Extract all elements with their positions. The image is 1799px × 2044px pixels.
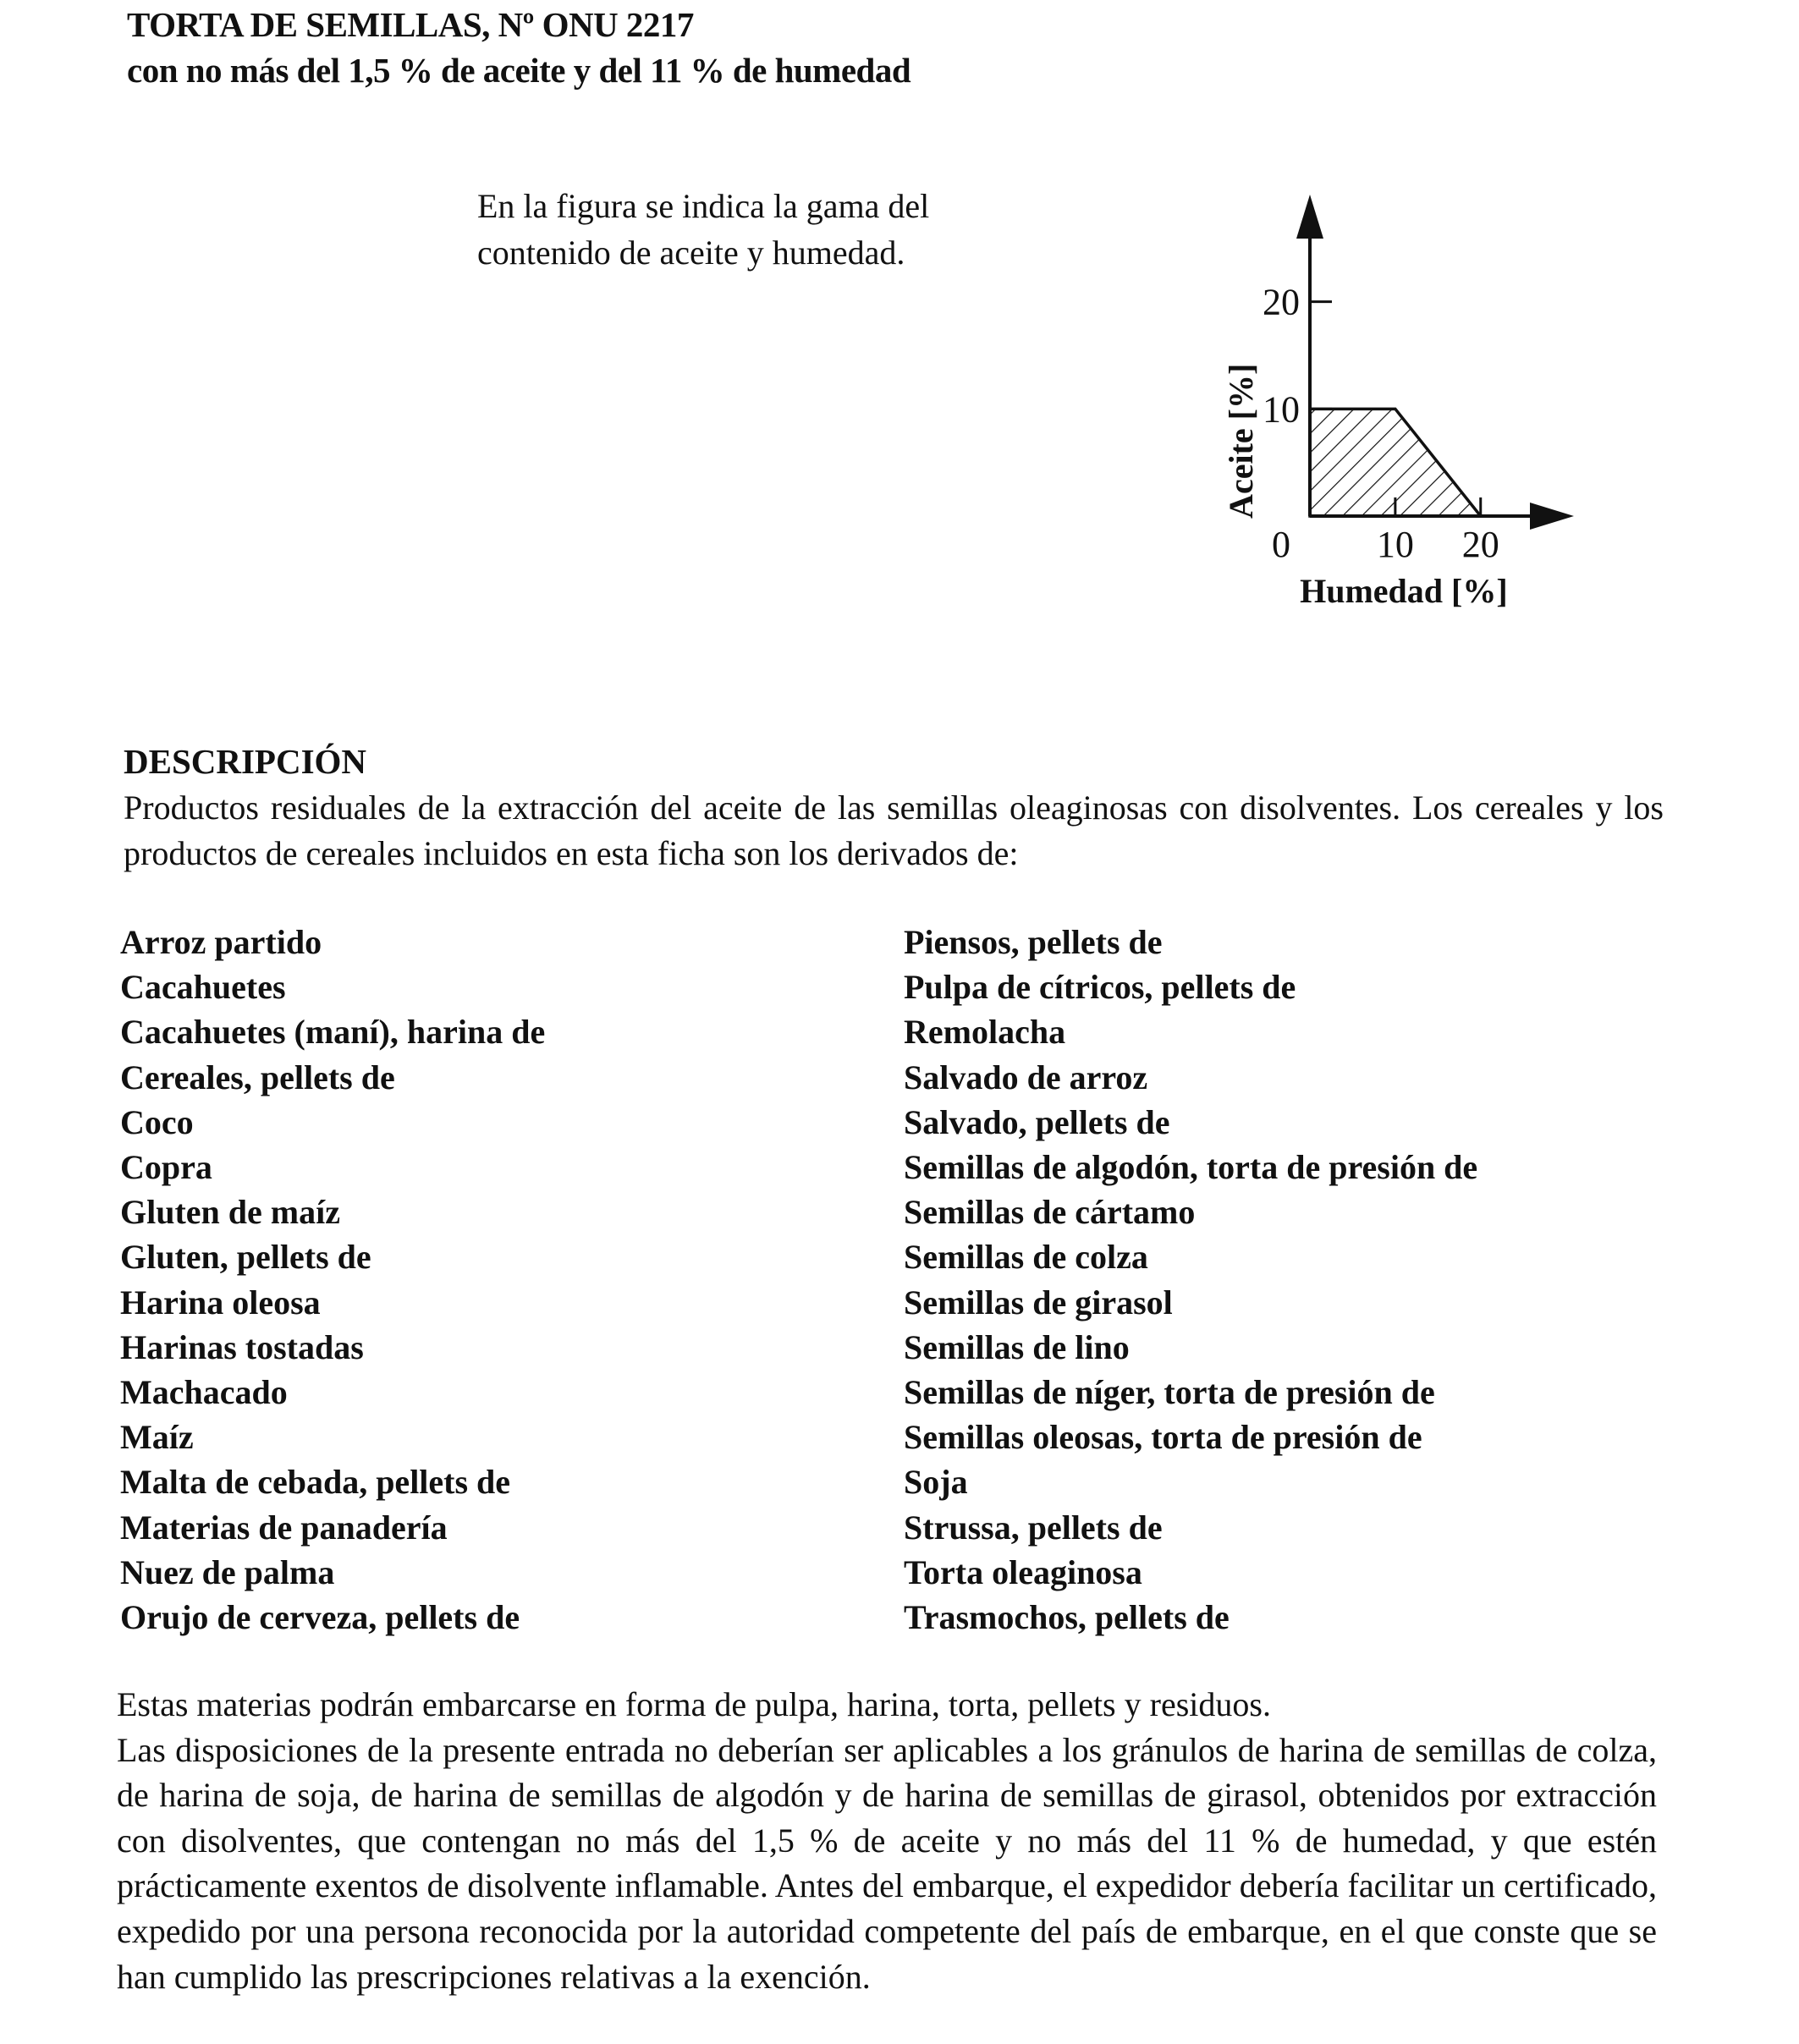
product-list-left	[120, 920, 545, 1640]
list-item: Machacado	[120, 1373, 288, 1412]
list-item: Semillas de cártamo	[904, 1193, 1196, 1232]
list-item: Materias de panadería	[120, 1508, 448, 1547]
list-item: Gluten, pellets de	[120, 1238, 371, 1277]
section-heading: DESCRIPCIÓN	[124, 742, 367, 781]
list-item: Malta de cebada, pellets de	[120, 1463, 511, 1502]
figure-note-line: En la figura se indica la gama del	[477, 187, 930, 225]
shipping-paragraph	[117, 1682, 1657, 1999]
figure-note	[477, 183, 1087, 276]
x-tick-label: 0	[1272, 524, 1290, 565]
y-axis-arrow	[1296, 195, 1323, 239]
list-item: Semillas de lino	[904, 1327, 1130, 1366]
list-item: Soja	[904, 1463, 968, 1502]
chart-canvas	[1202, 178, 1625, 618]
list-item: Trasmochos, pellets de	[904, 1598, 1230, 1637]
subtitle-line: con no más del 1,5 % de aceite y del 11 % de humedad	[127, 51, 911, 90]
exemption-text: Las disposiciones de la presente entrada no deberían ser aplicables a los gránulos de harina de semillas de colza, de harina de soja, de harina de semillas de algodón y de harina de semillas de girasol, obtenidos por extracción con disolventes, que contengan no más del 1,5 % de aceite y no más del 11 % de humedad, y que estén prácticamente exentos de disolvente inflamable. Antes del embarque, el expedidor debería facilitar un certificado, expedido por una persona reconocida por la autoridad competente del país de embarque, en el que conste que se han cumplido las prescripciones relativas a la exención.	[117, 1730, 1657, 1996]
list-item: Coco	[120, 1102, 194, 1141]
list-item: Torta oleaginosa	[904, 1552, 1142, 1591]
title-line: TORTA DE SEMILLAS, Nº ONU 2217	[127, 5, 694, 44]
x-axis-label: Humedad [%]	[1300, 572, 1508, 610]
list-item: Cereales, pellets de	[120, 1058, 395, 1096]
y-tick-label: 20	[1263, 281, 1300, 323]
list-item: Piensos, pellets de	[904, 923, 1163, 961]
figure-note-line: contenido de aceite y humedad.	[477, 234, 905, 272]
list-item: Cacahuetes (maní), harina de	[120, 1013, 546, 1052]
list-item: Nuez de palma	[120, 1552, 335, 1591]
list-item: Maíz	[120, 1418, 194, 1457]
list-item: Harinas tostadas	[120, 1327, 364, 1366]
list-item: Semillas de girasol	[904, 1283, 1173, 1321]
y-axis-label: Aceite [%]	[1222, 363, 1260, 519]
list-item: Harina oleosa	[120, 1283, 321, 1321]
x-tick-label: 20	[1461, 524, 1499, 565]
list-item: Orujo de cerveza, pellets de	[120, 1598, 520, 1637]
list-item: Copra	[120, 1148, 212, 1187]
list-item: Semillas oleosas, torta de presión de	[904, 1418, 1422, 1457]
list-item: Salvado de arroz	[904, 1058, 1148, 1096]
x-tick-label: 10	[1376, 524, 1414, 565]
list-item: Semillas de algodón, torta de presión de	[904, 1148, 1478, 1187]
list-item: Gluten de maíz	[120, 1193, 340, 1232]
list-item: Remolacha	[904, 1013, 1066, 1052]
list-item: Semillas de colza	[904, 1238, 1148, 1277]
list-item: Cacahuetes	[120, 968, 286, 1007]
document-title	[127, 2, 911, 93]
list-item: Arroz partido	[120, 923, 322, 961]
list-item: Strussa, pellets de	[904, 1508, 1163, 1547]
x-axis-arrow	[1530, 503, 1574, 530]
list-item: Pulpa de cítricos, pellets de	[904, 968, 1296, 1007]
list-item: Salvado, pellets de	[904, 1102, 1170, 1141]
y-tick-label: 10	[1263, 388, 1300, 431]
product-list-right	[904, 920, 1477, 1640]
description-paragraph: Productos residuales de la extracción del aceite de las semillas oleaginosas con disolventes. Los cereales y los productos de cereales incluidos en esta ficha son los derivados de:	[124, 788, 1664, 872]
oil-moisture-chart	[1202, 178, 1625, 618]
list-item: Semillas de níger, torta de presión de	[904, 1373, 1435, 1412]
shipping-line: Estas materias podrán embarcarse en forma de pulpa, harina, torta, pellets y residuos.	[117, 1685, 1271, 1723]
